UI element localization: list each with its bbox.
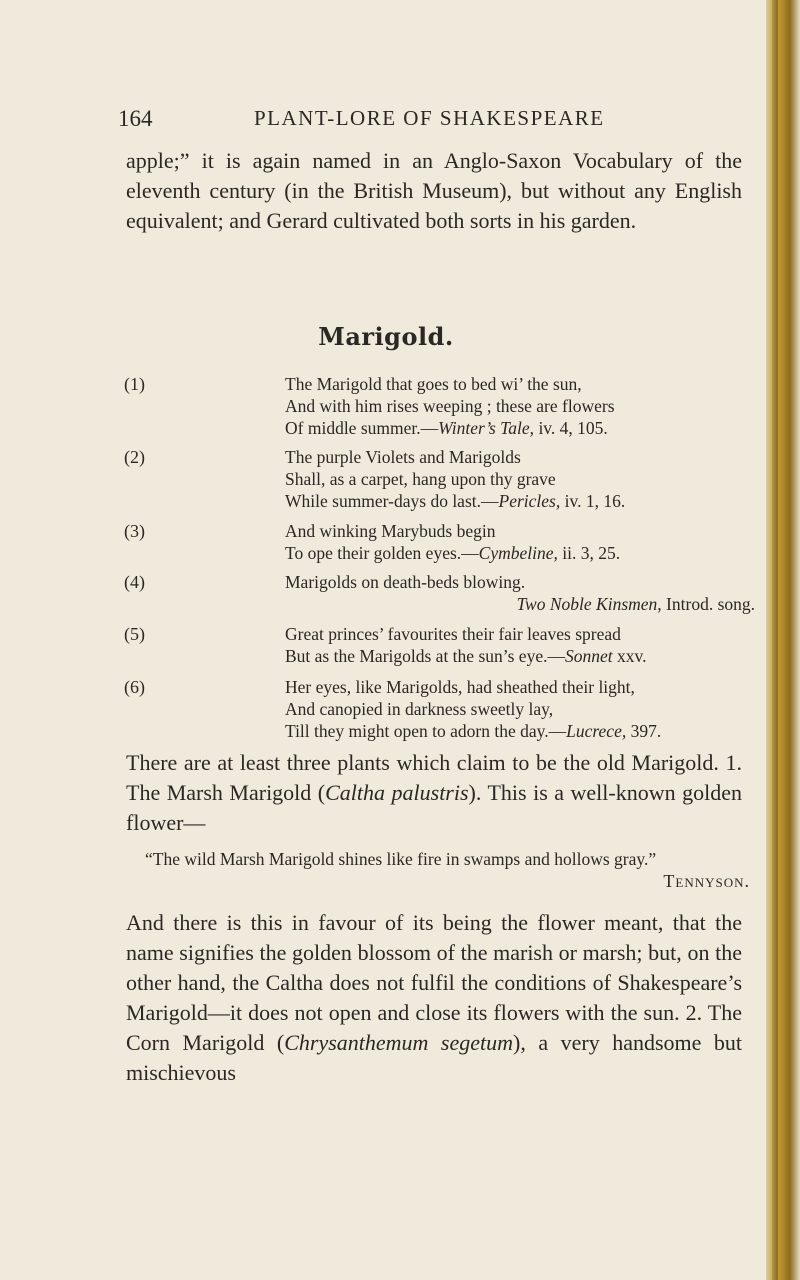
page-number: 164	[118, 106, 153, 131]
quote-citation: iv. 4, 105.	[534, 418, 608, 438]
section-heading: Marigold.	[318, 322, 454, 351]
quotation-number: (1)	[124, 374, 145, 394]
quote-line-with-source	[285, 593, 755, 615]
quote-line: The Marigold that goes to bed wi’ the sun,	[285, 374, 582, 394]
quote-line: But as the Marigolds at the sun’s eye.—	[285, 646, 565, 666]
paragraph-text: ). This is a well-known golden flower—	[126, 780, 742, 835]
quotation-number: (3)	[124, 521, 145, 541]
quote-citation: ii. 3, 25.	[557, 543, 621, 563]
quote-line: Till they might open to adorn the day.—	[285, 721, 567, 741]
paragraph-text: There are at least three plants which claim to be the old Marigold. 1. The Marsh Marigold (	[126, 750, 742, 805]
running-head: PLANT-LORE OF SHAKESPEARE	[254, 106, 605, 130]
quotation-number: (2)	[124, 447, 145, 467]
quote-line-with-source	[285, 490, 755, 512]
page-header	[118, 106, 758, 136]
quote-citation: Introd. song.	[661, 594, 755, 614]
quote-citation: iv. 1, 16.	[560, 491, 626, 511]
quote-line-with-source	[285, 417, 755, 439]
quote-source: Cymbeline,	[478, 543, 558, 563]
quote-line: While summer-days do last.—	[285, 491, 499, 511]
quote-citation: 397.	[626, 721, 662, 741]
latin-name: Chrysanthemum segetum	[284, 1030, 514, 1055]
quote-source: Lucrece,	[566, 721, 627, 741]
page-edge-shadow	[772, 0, 778, 1280]
tennyson-quote	[145, 848, 750, 892]
paragraph-text: And there is this in favour of its being the flower meant, that the name signifies the golden blossom of the marish or marsh; but, on the other hand, the Caltha does not fulfil the conditions of Shakespeare’s Marigold—it does not open and close its flowers with the sun. 2. The Corn Marigold (	[126, 910, 742, 1055]
quote-citation: xxv.	[612, 646, 647, 666]
quote-line-with-source	[285, 542, 755, 564]
quote-line: To ope their golden eyes.—	[285, 543, 479, 563]
quote-source: Pericles,	[498, 491, 561, 511]
favour-paragraph	[126, 908, 742, 1088]
quote-source: Two Noble Kinsmen,	[516, 594, 662, 614]
quote-line: Shall, as a carpet, hang upon thy grave	[285, 469, 556, 489]
quotation-number: (4)	[124, 572, 145, 592]
quotation-number: (5)	[124, 624, 145, 644]
quote-line-with-source	[285, 645, 755, 667]
tennyson-attribution: Tennyson.	[663, 871, 750, 891]
intro-paragraph: apple;” it is again named in an Anglo-Saxon Vocabulary of the eleventh century (in the British Museum), but without any English equivalent; and Gerard cultivated both sorts in his garden.	[126, 148, 742, 233]
quote-source: Sonnet	[564, 646, 613, 666]
quote-line: The purple Violets and Marigolds	[285, 447, 521, 467]
quote-line: Great princes’ favourites their fair leaves spread	[285, 624, 621, 644]
quote-line: Her eyes, like Marigolds, had sheathed their light,	[285, 677, 635, 697]
latin-name: Caltha palustris	[325, 780, 469, 805]
tennyson-quote-text: “The wild Marsh Marigold shines like fire in swamps and hollows gray.”	[145, 849, 657, 869]
old-marigold-paragraph	[126, 748, 742, 838]
quote-line: And with him rises weeping ; these are flowers	[285, 396, 615, 416]
quote-line: And winking Marybuds begin	[285, 521, 496, 541]
quote-line: Of middle summer.—	[285, 418, 439, 438]
quote-line-with-source	[285, 720, 755, 742]
quote-line: And canopied in darkness sweetly lay,	[285, 699, 554, 719]
quote-source: Winter’s Tale,	[438, 418, 535, 438]
quotation-number: (6)	[124, 677, 145, 697]
quote-line: Marigolds on death-beds blowing.	[285, 572, 526, 592]
paragraph-text: ), a very handsome but mischievous	[126, 1030, 743, 1085]
